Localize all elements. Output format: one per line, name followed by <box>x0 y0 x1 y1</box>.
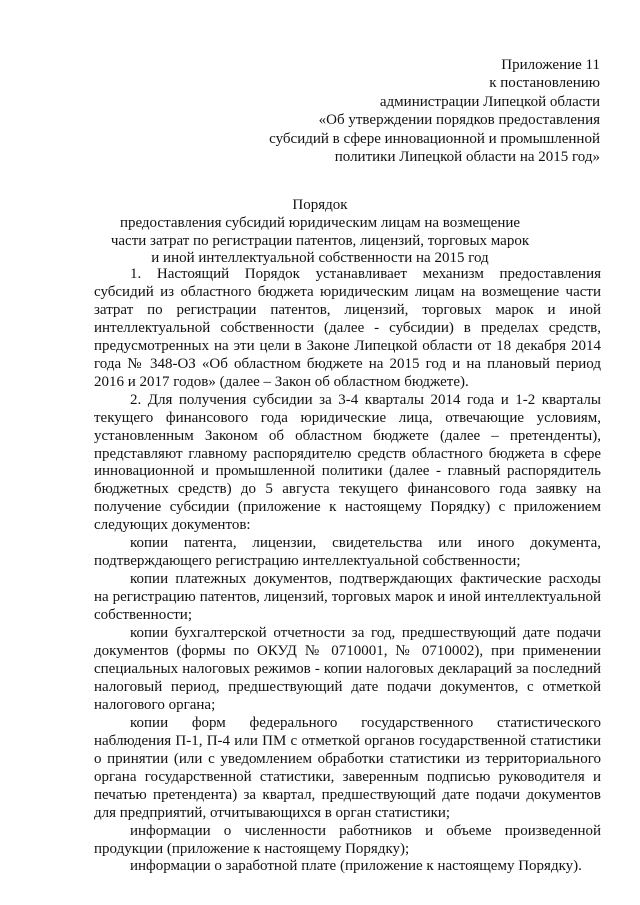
title-line: и иной интеллектуальной собственности на 2015 год <box>151 250 489 267</box>
paragraph-1: 1. Настоящий Порядок устанавливает механизм предоставления субсидий из областного бюджета юридическим лицам на возмещение части затрат по регистрации патентов, лицензий, торговых марок и иной интеллектуальной собственности (далее - субсидии) в пределах средств, предусмотренных на эти цели в Законе Липецкой области от 18 декабря 2014 года № 348-ОЗ «Об областном бюджете на 2015 год и на плановый период 2016 и 2017 годов» (далее – Закон об областном бюджете). <box>94 266 601 390</box>
appendix-line: субсидий в сфере инновационной и промышленной <box>269 130 600 147</box>
appendix-line: к постановлению <box>489 75 600 92</box>
document-title <box>0 197 640 268</box>
list-item-accounting-reports: копии бухгалтерской отчетности за год, предшествующий дате подачи документов (формы по ОКУД № 0710001, № 0710002), при применении специальных налоговых режимов - копии налоговых деклараций за последний налоговый период, предшествующий дате подачи документов, с отметкой налогового органа; <box>94 625 601 713</box>
document-body <box>94 266 601 876</box>
appendix-line: политики Липецкой области на 2015 год» <box>334 149 600 166</box>
title-line: части затрат по регистрации патентов, лицензий, торговых марок <box>110 232 530 249</box>
paragraph-2: 2. Для получения субсидии за 3-4 кварталы 2014 года и 1-2 кварталы текущего финансового года юридические лица, отвечающие условиям, установленным Законом об областном бюджете (далее – претенденты), представляют главному распорядителю средств областного бюджета в сфере инновационной и промышленной политики (далее - главный распорядитель бюджетных средств) до 5 августа текущего финансового года заявку на получение субсидии (приложение к настоящему Порядку) с приложением следующих документов: <box>94 391 601 534</box>
list-item-payment-documents: копии платежных документов, подтверждающих фактические расходы на регистрацию патентов, лицензий, торговых марок и иной интеллектуальной собственности; <box>94 571 601 624</box>
list-item-employee-info: информации о численности работников и объеме произведенной продукции (приложение к настоящему Порядку); <box>94 822 601 857</box>
appendix-line: «Об утверждении порядков предоставления <box>318 112 600 129</box>
list-item-salary-info: информации о заработной плате (приложение к настоящему Порядку). <box>130 858 582 875</box>
appendix-line: администрации Липецкой области <box>379 93 600 110</box>
appendix-reference <box>180 56 600 166</box>
list-item-patent-copies: копии патента, лицензии, свидетельства или иного документа, подтверждающего регистрацию интеллектуальной собственности; <box>94 535 601 570</box>
title-heading: Порядок <box>292 197 348 213</box>
title-line: предоставления субсидий юридическим лицам на возмещение <box>119 214 521 231</box>
list-item-statistical-forms: копии форм федерального государственного статистического наблюдения П-1, П-4 или ПМ с отметкой органов государственной статистики о принятии (или с уведомлением обработки статистики из территориального органа государственной статистики, заверенным подписью руководителя и печатью претендента) за квартал, предшествующий дате подачи документов для предприятий, отчитывающихся в орган статистики; <box>94 714 601 821</box>
appendix-line: Приложение 11 <box>501 57 600 73</box>
